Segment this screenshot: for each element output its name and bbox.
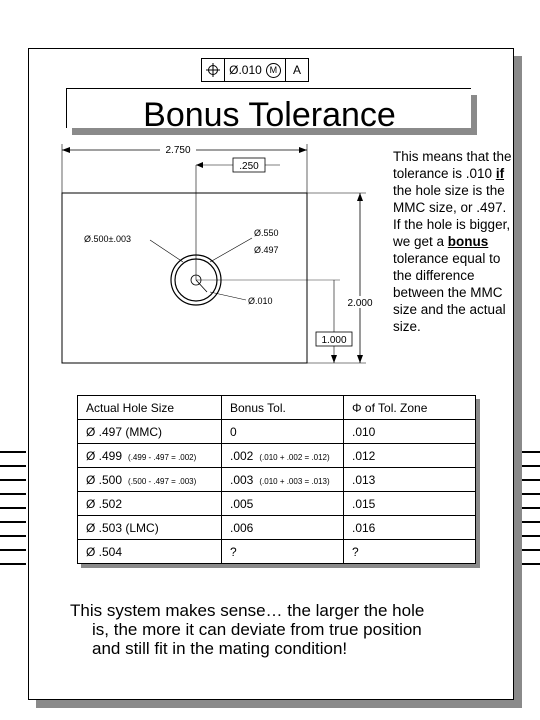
position-label: Ø.010 [248,296,273,306]
table-header-row [78,396,476,420]
header-hole-size: Actual Hole Size [78,396,222,420]
table-row: Ø .504 ? ? [78,540,476,564]
part-outline [62,193,307,363]
base-dim-text: 1.000 [321,335,347,346]
tolerance-value: Ø.010 [229,63,262,77]
table-row: Ø .503 (LMC) .006 .016 [78,516,476,540]
hole-max-label: Ø.550 [254,228,279,238]
offset-dim-text: .250 [239,161,259,172]
footer-line-1: This system makes sense… the larger the hole [70,601,425,620]
bonus-table [77,395,476,564]
footer-line-3: and still fit in the mating condition! [92,639,348,658]
table-row: Ø .497 (MMC) 0 .010 [78,420,476,444]
hole-min-label: Ø.497 [254,245,279,255]
arrow-down-icon [357,355,363,363]
footer-line-2: is, the more it can deviate from true position [92,620,422,639]
datum-cell: A [292,63,301,77]
table-row: Ø .500 (.500 - .497 = .003) .003 (.010 + .003 = .013) .013 [78,468,476,492]
table-row: Ø .502 .005 .015 [78,492,476,516]
hole-dia-label: Ø.500±.003 [84,234,131,244]
arrow-right-icon [299,147,307,153]
height-dim-text: 2.000 [347,298,373,309]
explanation-bonus: bonus [447,234,489,249]
table-row: Ø .499 (.499 - .497 = .002) .002 (.010 + .002 = .012) .012 [78,444,476,468]
explanation-if: if [495,166,505,181]
mmc-modifier-icon: M [266,63,281,78]
arrow-left-icon [62,147,70,153]
width-dim-text: 2.750 [165,145,191,156]
header-zone: Φ of Tol. Zone [344,396,476,420]
explanation-text: This means that the tolerance is .010 if the hole size is the MMC size, or .497. If the hole is bigger, we get a bonus tolerance equal to the difference between the MMC size and the actual size. [393,149,512,334]
page-title: Bonus Tolerance [143,96,396,134]
arrow-up-icon [357,193,363,201]
footer-text [70,601,470,658]
header-bonus-tol: Bonus Tol. [222,396,344,420]
